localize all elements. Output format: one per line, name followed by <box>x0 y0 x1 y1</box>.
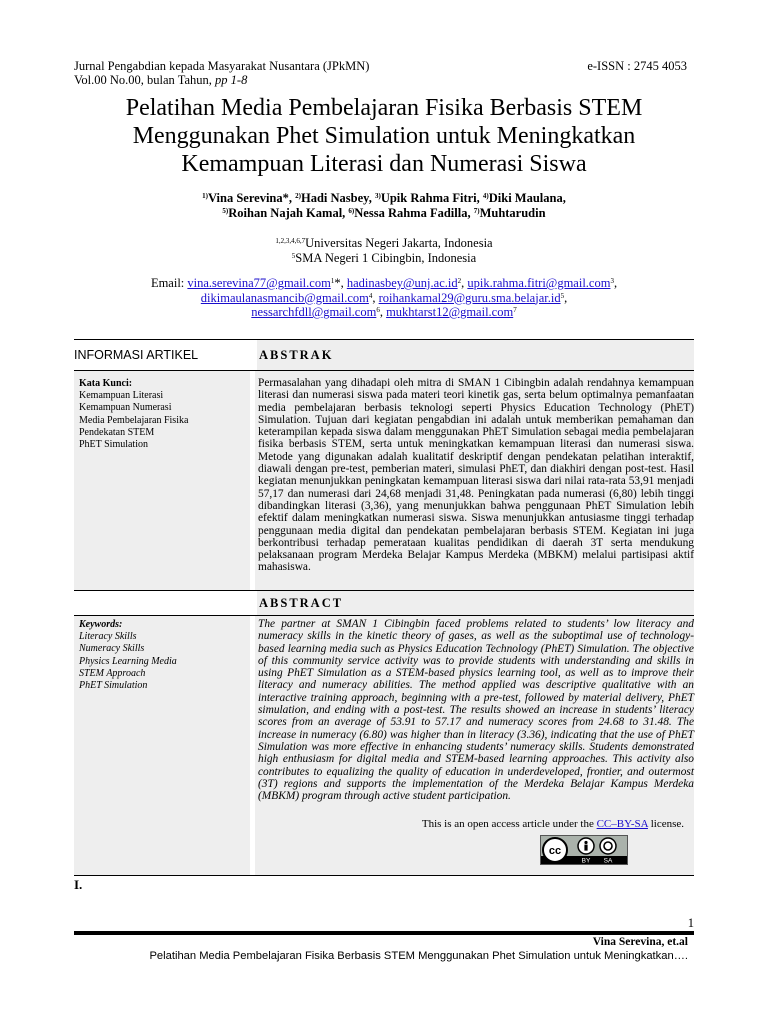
issn: e-ISSN : 2745 4053 <box>587 59 687 73</box>
abstract-heading-row <box>74 591 694 615</box>
section-number: I. <box>74 877 83 892</box>
email-link[interactable]: mukhtarst12@gmail.com <box>386 305 514 319</box>
email-link[interactable]: vina.serevina77@gmail.com <box>187 276 331 290</box>
email-line: nessarchfdll@gmail.com$^6$, mukhtarst12@gmail.com$^7$ <box>251 305 517 319</box>
abstrak-text: Permasalahan yang dihadapi oleh mitra di SMAN 1 Cibingbin adalah rendahnya kemampuan literasi dan numerasi siswa pada materi teori kinetik gas, serta belum optimalnya pemanfaatan media pembelajaran berbasis teknologi seperti Physics Education Technology (PhET) Simulation. Tujuan dari kegiatan pengabdian ini adalah untuk memberikan pemahaman dan keterampilan kepada siswa dalam menggunakan PhET Simulation sebagai media pembelajaran fisika berbasis STEM, serta untuk meningkatkan kemampuan literasi dan numerasi siswa. Metode yang digunakan adalah kualitatif deskriptif dengan pendekatan pelatihan interaktif, diawali dengan pre-test, pemberian materi, simulasi PhET, dan diakhiri dengan post-test. Hasil kegiatan menunjukkan peningkatan kemampuan literasi siswa dari nilai rata-rata 53,91 menjadi 57,17 dan numerasi dari 24,68 menjadi 31,48. Peningkatan pada numerasi (6,80) lebih tinggi dibandingkan literasi (3,36), yang menunjukkan bahwa penggunaan PhET Simulation lebih efektif dalam meningkatkan numerasi siswa. Siswa menunjukkan antusiasme tinggi terhadap penggunaan media digital dan pendekatan pembelajaran berbasis STEM. Kegiatan ini juga berkontribusi terhadap pemerataan kualitas pendidikan di daerah 3T serta mendukung pelaksanaan program Merdeka Belajar Kampus Merdeka (MBKM) melalui partisipasi aktif mahasiswa. <box>258 377 694 574</box>
keyword: Media Pembelajaran Fisika <box>79 414 189 426</box>
author-line <box>74 206 694 221</box>
journal-name: Jurnal Pengabdian kepada Masyarakat Nusantara (JPkMN) <box>74 59 370 73</box>
email-link[interactable]: nessarchfdll@gmail.com <box>251 305 377 319</box>
badge-by-label: BY <box>581 857 591 864</box>
abstrak-heading: ABSTRAK <box>259 348 334 362</box>
keyword: Pendekatan STEM <box>79 426 155 438</box>
affiliation: $^5$SMA Negeri 1 Cibingbin, Indonesia <box>291 251 477 265</box>
column-gap <box>250 371 255 590</box>
email-link[interactable]: dikimaulanasmancib@gmail.com <box>200 290 369 305</box>
volume-line <box>74 73 247 88</box>
author-list <box>74 191 694 221</box>
footer-rule <box>74 931 694 935</box>
email-link[interactable]: hadinasbey@unj.ac.id <box>346 276 458 290</box>
abstrak-row <box>74 371 694 590</box>
footer-author: Vina Serevina, et.al <box>592 936 688 948</box>
keyword: Kemampuan Literasi <box>79 390 164 402</box>
email-label: Email: <box>150 276 188 290</box>
running-title: Pelatihan Media Pembelajaran Fisika Berbasis STEM Menggunakan Phet Simulation untuk Meningkatkan…. <box>149 950 688 962</box>
page-number: 1 <box>687 916 694 930</box>
keyword: Literacy Skills <box>79 631 137 643</box>
author: $^{2)}$Hadi Nasbey, <box>295 191 375 205</box>
author: $^{5)}$Roihan Najah Kamal, <box>222 206 349 220</box>
license-link[interactable]: CC–BY-SA <box>596 818 648 830</box>
email-line: Email: vina.serevina77@gmail.com$^1$*, $hadinasbey@unj.ac.id^2$, upik.rahma.fitri@gmail.com$^3$, <box>150 276 618 290</box>
keyword: Numeracy Skills <box>79 643 145 655</box>
abstract-text: The partner at SMAN 1 Cibingbin faced problems related to students’ low literacy and numeracy skills in the kinetic theory of gases, as well as the suboptimal use of technology-based learning media such as Physics Education Technology (PhET) Simulation. The objective of this community service activity was to provide students with understanding and skills in using PhET Simulation as a STEM-based physics learning tool, as well as to improve their literacy and numeracy abilities. The method applied was descriptive qualitative with an interactive training approach, beginning with a pre-test, followed by material delivery, PhET simulation, and ending with a post-test. The results showed an increase in students’ literacy scores from an average of 53.91 to 57.17 and numeracy scores from 24.68 to 31.48. The increase in numeracy (6.80) was higher than in literacy (3.36), indicating that the use of PhET Simulation was more effective in enhancing students’ numeracy skills. Students demonstrated high enthusiasm for digital media and STEM-based learning approaches. This activity also contributes to equalizing the quality of education in underdeveloped, frontier, and outermost (3T) regions and supports the implementation of the Merdeka Belajar Kampus Merdeka (MBKM) program through active student participation. <box>258 618 694 803</box>
paper-title <box>74 94 694 178</box>
column-gap <box>250 616 255 875</box>
author: $^{3)}$Upik Rahma Fitri, <box>374 191 483 205</box>
abstrak-heading-cell <box>257 340 694 370</box>
keyword: STEM Approach <box>79 667 146 679</box>
pages: pp 1-8 <box>215 73 248 87</box>
keywords-box <box>79 619 249 692</box>
keywords-heading: Keywords: <box>79 619 123 630</box>
keyword: PhET Simulation <box>79 680 148 692</box>
email-link[interactable]: roihankamal29@guru.sma.belajar.id <box>378 290 561 305</box>
kata-kunci-heading: Kata Kunci: <box>79 378 133 389</box>
keyword: Physics Learning Media <box>79 655 177 667</box>
email-line: dikimaulanasmancib@gmail.com$^4$, $roihankamal29@guru.sma.belajar.id^5$, <box>200 290 568 305</box>
abstract-heading-cell <box>257 591 694 615</box>
divider <box>74 875 694 876</box>
sa-icon <box>600 838 616 854</box>
title-line: Pelatihan Media Pembelajaran Fisika Berbasis STEM <box>125 95 643 121</box>
affiliation: $^{1,2,3,4,6,7}$Universitas Negeri Jakarta, Indonesia <box>275 236 493 250</box>
article-info-label: INFORMASI ARTIKEL <box>74 348 199 362</box>
author-line <box>74 191 694 206</box>
title-line: Menggunakan Phet Simulation untuk Meningkatkan <box>132 123 636 149</box>
article-info-row <box>74 340 694 370</box>
email-block <box>74 276 694 320</box>
author: $^{7)}$Muhtarudin <box>473 206 546 220</box>
author: $^{6)}$Nessa Rahma Fadilla, <box>348 206 474 220</box>
badge-sa-label: SA <box>603 857 613 864</box>
volume: Vol.00 No.00, bulan Tahun, <box>74 73 216 87</box>
keyword: Kemampuan Numerasi <box>79 402 172 414</box>
abstract-row <box>74 616 694 875</box>
abstract-heading: ABSTRACT <box>259 596 344 610</box>
svg-text:cc: cc <box>548 845 562 857</box>
author: $^{1)}$Vina Serevina*, <box>202 191 296 205</box>
kata-kunci-box <box>79 378 249 451</box>
email-link[interactable]: upik.rahma.fitri@gmail.com <box>467 276 611 290</box>
license-line: This is an open access article under the CC–BY-SA license. <box>421 818 684 830</box>
author: $^{4)}$Diki Maulana, <box>482 191 566 205</box>
title-line: Kemampuan Literasi dan Numerasi Siswa <box>181 151 587 177</box>
cc-by-sa-badge[interactable] <box>540 835 628 865</box>
keyword: PhET Simulation <box>79 439 148 451</box>
affiliations <box>74 236 694 266</box>
